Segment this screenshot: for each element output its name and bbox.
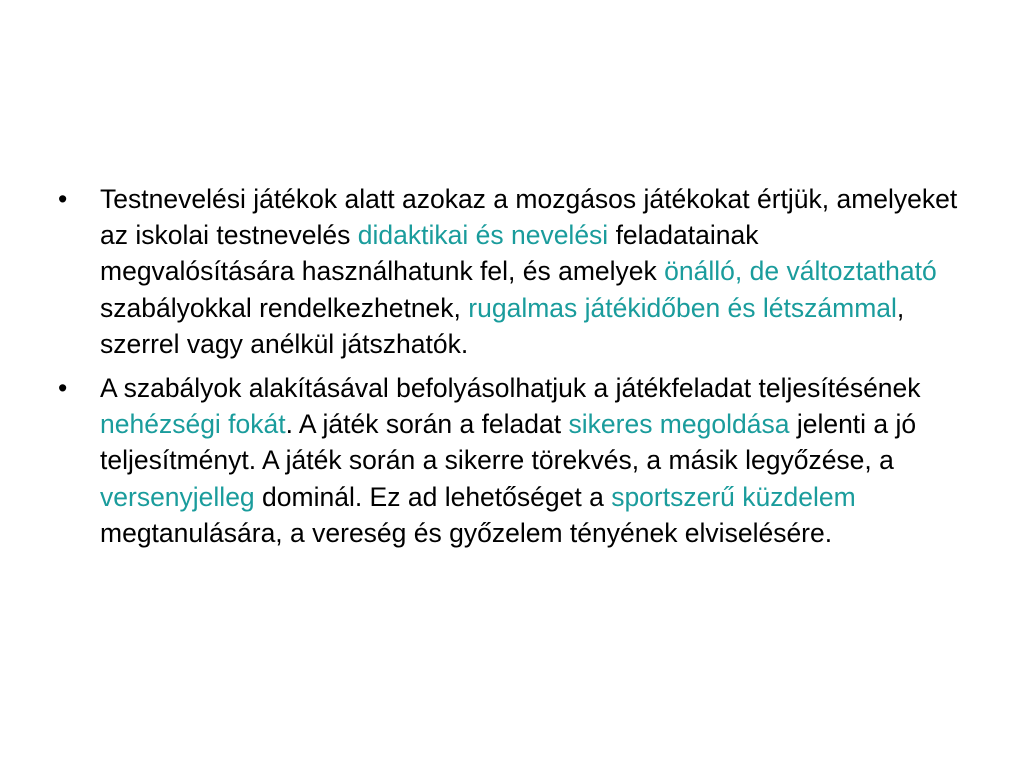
text-segment: , szerrel vagy anélkül játszhatók.	[100, 292, 905, 359]
bullet-list	[58, 181, 958, 559]
text-segment: szabályokkal rendelkezhetnek,	[100, 292, 469, 323]
text-segment: jelenti a jó teljesítményt. A játék során a sikerre törekvés, a másik legyőzése, a	[100, 409, 917, 476]
bullet-dot-icon: •	[58, 373, 68, 404]
highlight-competition: versenyjelleg	[100, 481, 255, 512]
highlight-rules: önálló, de változtatható	[664, 256, 937, 287]
text-segment: dominál. Ez ad lehetőséget a	[254, 481, 612, 512]
highlight-success: sikeres megoldása	[568, 409, 790, 440]
bullet-dot-icon: •	[58, 184, 68, 214]
text-segment: . A játék során a feladat	[285, 409, 569, 440]
bullet-item-definition	[58, 181, 958, 362]
bullet-item-rules	[58, 370, 958, 551]
highlight-flexible-time: rugalmas játékidőben és létszámmal	[468, 292, 897, 323]
highlight-fair-play: sportszerű küzdelem	[611, 481, 856, 512]
text-segment: Testnevelési játékok alatt azokaz a mozgásos játékokat értjük, amelyeket az iskolai testnevelés	[100, 184, 958, 251]
text-segment: A szabályok alakításával befolyásolhatjuk a játékfeladat teljesítésének	[100, 373, 921, 404]
text-segment: megtanulására, a vereség és győzelem tényének elviselésére.	[100, 517, 833, 548]
highlight-didactic: didaktikai és nevelési	[357, 220, 609, 251]
highlight-difficulty: nehézségi fokát	[100, 409, 286, 440]
text-segment: feladatainak megvalósítására használhatunk fel, és amelyek	[100, 220, 759, 287]
